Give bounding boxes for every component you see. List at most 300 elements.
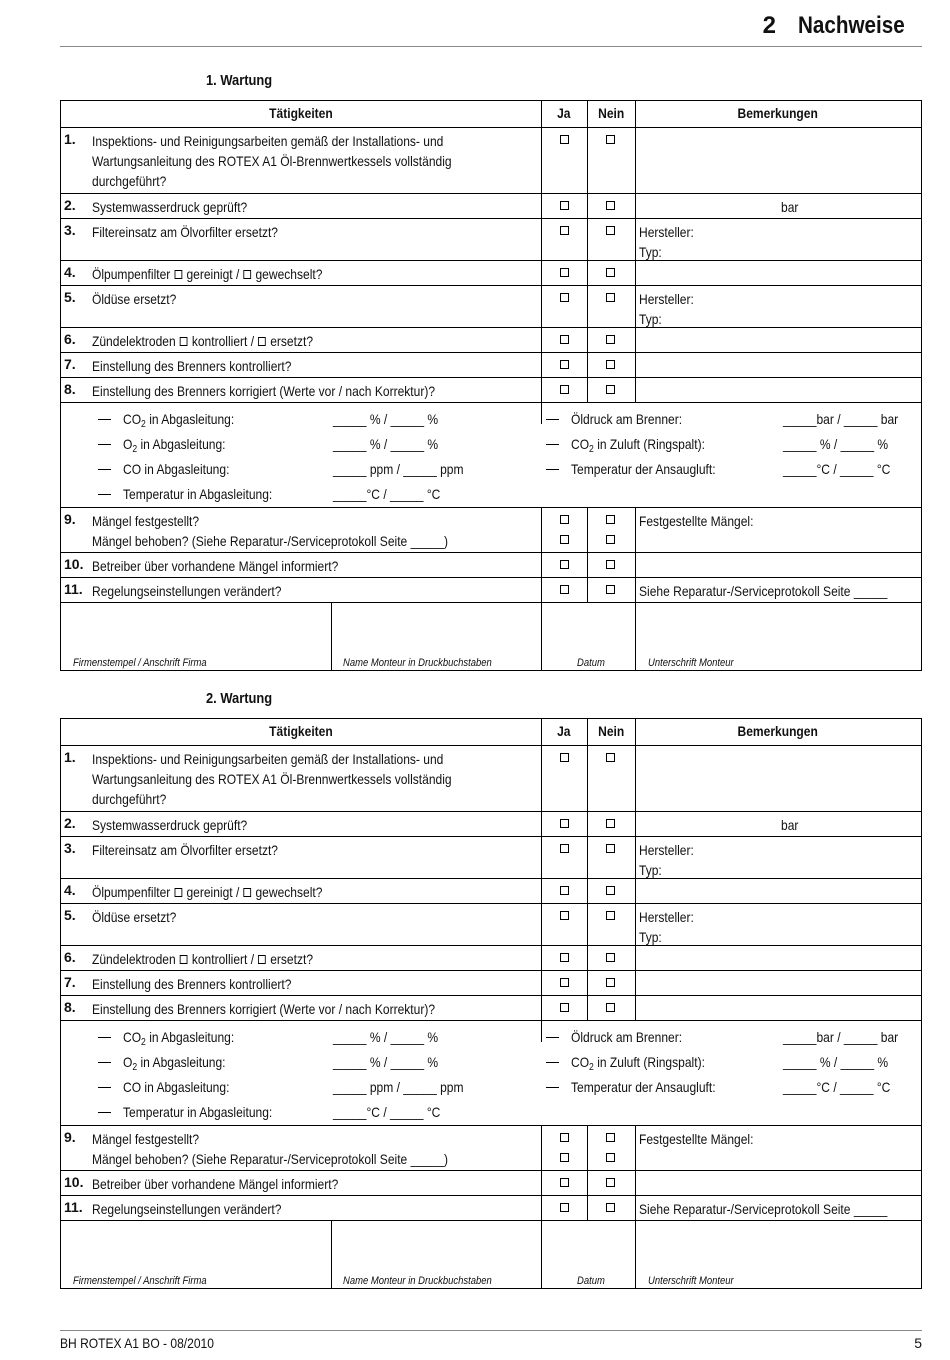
measurement-label: [123, 459, 247, 479]
item-remark-text: Festgestellte Mängel:: [639, 1131, 754, 1147]
column-divider: [587, 553, 588, 577]
no-checkbox[interactable]: [606, 385, 615, 394]
checklist-row: [61, 194, 921, 219]
column-divider: [635, 1196, 636, 1220]
item-description: [92, 949, 349, 969]
item-description-text: Einstellung des Brenners kontrolliert?: [92, 976, 292, 992]
item-description: [92, 974, 324, 994]
item-description: [92, 1174, 378, 1194]
technician-signature-field[interactable]: [648, 1275, 748, 1287]
measurement-input-text: _____bar / _____ bar: [783, 411, 899, 427]
yes-checkbox[interactable]: [560, 753, 569, 762]
measurement-input[interactable]: [783, 1052, 905, 1072]
column-divider: [541, 508, 542, 552]
yes-checkbox[interactable]: [560, 360, 569, 369]
inline-checkbox[interactable]: [244, 888, 252, 897]
yes-checkbox[interactable]: [560, 585, 569, 594]
date-field[interactable]: [577, 657, 609, 669]
no-checkbox[interactable]: [606, 360, 615, 369]
no-checkbox[interactable]: [606, 1203, 615, 1212]
item-remark-line: [639, 242, 703, 262]
item-remark-text: Typ:: [639, 311, 662, 327]
checklist-row: [61, 879, 921, 904]
header-remarks: [635, 723, 921, 739]
item-description-line: [92, 222, 308, 242]
item-number: 7.: [64, 974, 76, 990]
date-label: Datum: [577, 1275, 605, 1287]
dash-bullet: [546, 1062, 559, 1063]
item-description-text: Mängel behoben? (Siehe Reparatur-/Serviceprotokoll Seite _____): [92, 1151, 449, 1167]
item-remark-line: [639, 927, 703, 947]
technician-name-field[interactable]: [343, 1275, 516, 1287]
no-checkbox[interactable]: [606, 1003, 615, 1012]
dash-bullet: [546, 1087, 559, 1088]
yes-checkbox[interactable]: [560, 226, 569, 235]
measurement-input-text: _____°C / _____ °C: [783, 1079, 891, 1095]
item-description-text: Ölpumpenfilter gereinigt / gewechselt?: [92, 884, 323, 900]
header-activities: [61, 105, 541, 121]
no-checkbox[interactable]: [606, 201, 615, 210]
column-divider: [587, 1126, 588, 1170]
measurement-input[interactable]: [333, 1052, 455, 1072]
checklist-row: [61, 904, 921, 946]
column-divider: [635, 286, 636, 327]
item-remark: [781, 197, 801, 217]
column-divider: [587, 996, 588, 1020]
item-description-text: Betreiber über vorhandene Mängel informiert?: [92, 558, 339, 574]
item-description-text: Regelungseinstellungen verändert?: [92, 1201, 282, 1217]
yes-checkbox[interactable]: [560, 201, 569, 210]
item-description: [92, 356, 324, 376]
item-remark-text: Hersteller:: [639, 842, 694, 858]
item-description-text: Öldüse ersetzt?: [92, 909, 177, 925]
footer-page-number: 5: [914, 1335, 922, 1351]
item-number: 5.: [64, 289, 76, 305]
column-divider: [635, 812, 636, 836]
measurement-label: [571, 1077, 739, 1097]
column-divider: [331, 1221, 332, 1289]
column-divider: [635, 1221, 636, 1289]
item-remark-text: Hersteller:: [639, 224, 694, 240]
company-stamp-field[interactable]: [73, 657, 228, 669]
dash-bullet: [98, 444, 111, 445]
measurement-input[interactable]: [783, 459, 908, 479]
column-divider: [635, 837, 636, 878]
inline-checkbox[interactable]: [180, 955, 188, 964]
no-checkbox[interactable]: [606, 293, 615, 302]
no-checkbox[interactable]: [606, 1133, 615, 1142]
item-remark-text: Siehe Reparatur-/Serviceprotokoll Seite _____: [639, 583, 888, 599]
table-header-row: [61, 101, 921, 128]
column-divider: [635, 128, 636, 193]
item-remark-text: Typ:: [639, 929, 662, 945]
no-checkbox[interactable]: [606, 135, 615, 144]
item-description-line: [92, 511, 506, 531]
item-description-line: [92, 974, 324, 994]
item-number: 11.: [64, 1199, 83, 1215]
item-remark: [639, 907, 703, 947]
column-divider: [587, 879, 588, 903]
signature-row: [61, 603, 921, 671]
item-description-text: Öldüse ersetzt?: [92, 291, 177, 307]
column-divider: [587, 946, 588, 970]
column-divider: [541, 1171, 542, 1195]
no-checkbox[interactable]: [606, 560, 615, 569]
item-remark: [639, 289, 703, 329]
yes-checkbox[interactable]: [560, 535, 569, 544]
column-divider: [541, 946, 542, 970]
column-divider: [587, 578, 588, 602]
measurement-input[interactable]: [783, 1077, 908, 1097]
no-checkbox[interactable]: [606, 753, 615, 762]
item-description-line: [92, 769, 510, 789]
header-yes-text: Ja: [557, 723, 571, 739]
header-no-text: Nein: [597, 723, 625, 739]
yes-checkbox[interactable]: [560, 293, 569, 302]
checklist-row: [61, 261, 921, 286]
no-checkbox[interactable]: [606, 226, 615, 235]
yes-checkbox[interactable]: [560, 953, 569, 962]
checklist-row: [61, 508, 921, 553]
no-checkbox[interactable]: [606, 844, 615, 853]
item-description-text: Mängel festgestellt?: [92, 1131, 200, 1147]
inline-checkbox[interactable]: [244, 270, 252, 279]
item-description-text: Einstellung des Brenners korrigiert (Werte vor / nach Korrektur)?: [92, 1001, 436, 1017]
measurement-label: [571, 459, 739, 479]
measurement-label-text: $O_2$ in Abgasleitung:: [123, 1054, 226, 1073]
column-divider: [635, 1126, 636, 1170]
measurement-label-text: Temperatur in Abgasleitung:: [123, 1104, 273, 1120]
column-divider: [587, 353, 588, 377]
checklist-row: [61, 286, 921, 328]
date-label: Datum: [577, 657, 605, 669]
measurement-label: [571, 409, 700, 429]
no-checkbox[interactable]: [606, 535, 615, 544]
item-remark: [639, 581, 928, 601]
measurement-input[interactable]: [333, 484, 458, 504]
inline-checkbox[interactable]: [175, 270, 183, 279]
maintenance-checklist: [60, 100, 922, 671]
checklist-row: [61, 1171, 921, 1196]
item-description-text: Mängel behoben? (Siehe Reparatur-/Serviceprotokoll Seite _____): [92, 533, 449, 549]
measurement-block: [61, 403, 921, 508]
item-remark: [639, 1199, 928, 1219]
column-divider: [541, 378, 542, 402]
column-divider: [541, 996, 542, 1020]
yes-checkbox[interactable]: [560, 560, 569, 569]
column-divider: [587, 1171, 588, 1195]
signature-row: [61, 1221, 921, 1289]
item-remark-line: [639, 222, 703, 242]
dash-bullet: [98, 494, 111, 495]
column-divider: [587, 286, 588, 327]
measurement-input-text: _____ ppm / _____ ppm: [333, 1079, 464, 1095]
measurement-input-text: _____ % / _____ %: [333, 1029, 439, 1045]
checklist-row: [61, 328, 921, 353]
measurement-input-text: _____ % / _____ %: [783, 436, 889, 452]
item-remark-line: [639, 309, 703, 329]
header-activities: [61, 723, 541, 739]
checklist-row: [61, 812, 921, 837]
column-divider: [587, 812, 588, 836]
dash-bullet: [546, 469, 559, 470]
measurement-label: [571, 1027, 700, 1047]
yes-checkbox[interactable]: [560, 1003, 569, 1012]
item-description-text: Filtereinsatz am Ölvorfilter ersetzt?: [92, 842, 279, 858]
header-remarks-text: Bemerkungen: [737, 105, 819, 121]
measurement-input[interactable]: [333, 1077, 485, 1097]
header-remarks: [635, 105, 921, 121]
inline-checkbox[interactable]: [180, 337, 188, 346]
no-checkbox[interactable]: [606, 819, 615, 828]
item-description-text: Wartungsanleitung des ROTEX A1 Öl-Brennwertkessels vollständig: [92, 771, 452, 787]
yes-checkbox[interactable]: [560, 819, 569, 828]
dash-bullet: [98, 1062, 111, 1063]
company-stamp-field[interactable]: [73, 1275, 228, 1287]
no-checkbox[interactable]: [606, 335, 615, 344]
column-divider: [541, 286, 542, 327]
section-title-text: 1. Wartung: [206, 72, 273, 89]
measurement-input[interactable]: [333, 1102, 458, 1122]
item-description: [92, 331, 349, 351]
column-divider: [635, 603, 636, 671]
item-number: 2.: [64, 197, 76, 213]
measurement-label-text: Temperatur in Abgasleitung:: [123, 486, 273, 502]
yes-checkbox[interactable]: [560, 886, 569, 895]
column-divider: [587, 194, 588, 218]
item-description-line: [92, 289, 190, 309]
yes-checkbox[interactable]: [560, 911, 569, 920]
column-divider: [541, 128, 542, 193]
no-checkbox[interactable]: [606, 515, 615, 524]
yes-checkbox[interactable]: [560, 1203, 569, 1212]
item-number: 4.: [64, 264, 76, 280]
inline-checkbox[interactable]: [258, 337, 266, 346]
measurement-label: [123, 1102, 297, 1122]
measurement-input-text: _____bar / _____ bar: [783, 1029, 899, 1045]
measurement-label-text: $CO_2$ in Zuluft (Ringspalt):: [571, 1054, 705, 1073]
technician-signature-field[interactable]: [648, 657, 748, 669]
date-field[interactable]: [577, 1275, 609, 1287]
dash-bullet: [98, 1112, 111, 1113]
dash-bullet: [98, 1037, 111, 1038]
item-description-line: [92, 949, 349, 969]
item-remark: [781, 815, 801, 835]
measurement-input-text: _____ % / _____ %: [333, 411, 439, 427]
item-description-line: [92, 1129, 506, 1149]
column-divider: [635, 378, 636, 402]
yes-checkbox[interactable]: [560, 515, 569, 524]
measurement-label-text: Öldruck am Brenner:: [571, 1029, 683, 1045]
item-description: [92, 381, 491, 401]
item-description: [92, 749, 510, 809]
checklist-row: [61, 578, 921, 603]
column-divider: [541, 1221, 542, 1289]
column-divider: [541, 353, 542, 377]
dash-bullet: [98, 419, 111, 420]
header-no: [587, 723, 635, 739]
item-number: 3.: [64, 840, 76, 856]
measurement-input[interactable]: [783, 1027, 917, 1047]
measurement-label-text: CO in Abgasleitung:: [123, 1079, 230, 1095]
measurement-input-text: _____ % / _____ %: [783, 1054, 889, 1070]
yes-checkbox[interactable]: [560, 385, 569, 394]
item-description: [92, 882, 360, 902]
column-divider: [541, 812, 542, 836]
no-checkbox[interactable]: [606, 1178, 615, 1187]
yes-checkbox[interactable]: [560, 135, 569, 144]
column-divider: [587, 328, 588, 352]
measurement-label: [571, 434, 727, 460]
measurement-input[interactable]: [783, 409, 917, 429]
section-title: [206, 72, 283, 89]
item-description-text: Systemwasserdruck geprüft?: [92, 817, 248, 833]
column-divider: [331, 603, 332, 671]
item-number: 11.: [64, 581, 83, 597]
yes-checkbox[interactable]: [560, 1133, 569, 1142]
measurement-label-text: $O_2$ in Abgasleitung:: [123, 436, 226, 455]
measurement-input[interactable]: [783, 434, 905, 454]
item-description: [92, 907, 190, 927]
item-description-text: Einstellung des Brenners kontrolliert?: [92, 358, 292, 374]
chapter-number: 2: [762, 12, 776, 39]
no-checkbox[interactable]: [606, 978, 615, 987]
header-no-text: Nein: [597, 105, 625, 121]
checklist-row: [61, 553, 921, 578]
item-remark-line: [639, 289, 703, 309]
item-description-line: [92, 840, 308, 860]
technician-name-field[interactable]: [343, 657, 516, 669]
item-description-line: [92, 331, 349, 351]
measurement-block: [61, 1021, 921, 1126]
item-description-text: Filtereinsatz am Ölvorfilter ersetzt?: [92, 224, 279, 240]
measurement-input[interactable]: [333, 409, 455, 429]
measurement-label: [123, 484, 297, 504]
column-divider: [541, 194, 542, 218]
measurement-label-text: Öldruck am Brenner:: [571, 411, 683, 427]
item-description-line: [92, 815, 273, 835]
no-checkbox[interactable]: [606, 886, 615, 895]
header-remarks-text: Bemerkungen: [737, 723, 819, 739]
item-description-line: [92, 381, 491, 401]
item-description-text: Inspektions- und Reinigungsarbeiten gemäß der Installations- und: [92, 133, 444, 149]
company-stamp-label: Firmenstempel / Anschrift Firma: [73, 1275, 207, 1287]
column-divider: [541, 403, 542, 424]
table-header-row: [61, 719, 921, 746]
yes-checkbox[interactable]: [560, 268, 569, 277]
item-remark-text: Hersteller:: [639, 291, 694, 307]
item-description-text: Einstellung des Brenners korrigiert (Werte vor / nach Korrektur)?: [92, 383, 436, 399]
checklist-row: [61, 971, 921, 996]
item-number: 3.: [64, 222, 76, 238]
footer-doc-ref: [60, 1335, 239, 1351]
item-remark-text: Typ:: [639, 862, 662, 878]
item-description-line: [92, 882, 360, 902]
technician-name-label: Name Monteur in Druckbuchstaben: [343, 657, 492, 669]
item-description-line: [92, 749, 510, 769]
measurement-label-text: $CO_2$ in Zuluft (Ringspalt):: [571, 436, 705, 455]
header-yes: [541, 105, 587, 121]
header-yes: [541, 723, 587, 739]
item-description: [92, 815, 273, 835]
inline-checkbox[interactable]: [175, 888, 183, 897]
yes-checkbox[interactable]: [560, 335, 569, 344]
item-remark-text: Hersteller:: [639, 909, 694, 925]
header-divider: [60, 46, 922, 47]
item-description-text: Zündelektroden kontrolliert / ersetzt?: [92, 951, 314, 967]
item-description: [92, 197, 273, 217]
measurement-input[interactable]: [333, 1027, 455, 1047]
technician-name-label: Name Monteur in Druckbuchstaben: [343, 1275, 492, 1287]
measurement-label-text: Temperatur der Ansaugluft:: [571, 1079, 716, 1095]
column-divider: [635, 904, 636, 945]
item-description: [92, 131, 510, 191]
column-divider: [587, 1196, 588, 1220]
yes-checkbox[interactable]: [560, 844, 569, 853]
header-yes-text: Ja: [557, 105, 571, 121]
yes-checkbox[interactable]: [560, 1178, 569, 1187]
column-divider: [541, 219, 542, 260]
no-checkbox[interactable]: [606, 1153, 615, 1162]
yes-checkbox[interactable]: [560, 978, 569, 987]
column-divider: [541, 328, 542, 352]
item-number: 1.: [64, 131, 76, 147]
inline-checkbox[interactable]: [258, 955, 266, 964]
item-description-text: Wartungsanleitung des ROTEX A1 Öl-Brennwertkessels vollständig: [92, 153, 452, 169]
yes-checkbox[interactable]: [560, 1153, 569, 1162]
measurement-input-text: _____ % / _____ %: [333, 436, 439, 452]
item-description: [92, 999, 491, 1019]
no-checkbox[interactable]: [606, 911, 615, 920]
item-remark-text: bar: [781, 199, 799, 215]
column-divider: [541, 1021, 542, 1042]
column-divider: [587, 378, 588, 402]
column-divider: [635, 194, 636, 218]
measurement-label-text: $CO_2$ in Abgasleitung:: [123, 411, 235, 430]
measurement-input[interactable]: [333, 459, 485, 479]
checklist-row: [61, 1126, 921, 1171]
item-number: 6.: [64, 331, 76, 347]
item-description: [92, 840, 308, 860]
item-description: [92, 1129, 506, 1169]
section-title: [206, 690, 283, 707]
no-checkbox[interactable]: [606, 585, 615, 594]
dash-bullet: [546, 1037, 559, 1038]
item-description-line: [92, 531, 506, 551]
item-description-line: [92, 131, 510, 151]
no-checkbox[interactable]: [606, 953, 615, 962]
column-divider: [635, 879, 636, 903]
checklist-row: [61, 378, 921, 403]
measurement-input[interactable]: [333, 434, 455, 454]
item-remark: [639, 1129, 772, 1149]
column-divider: [635, 578, 636, 602]
item-description: [92, 581, 312, 601]
item-number: 10.: [64, 556, 84, 572]
item-remark-text: Festgestellte Mängel:: [639, 513, 754, 529]
company-stamp-label: Firmenstempel / Anschrift Firma: [73, 657, 207, 669]
item-remark-line: [781, 197, 801, 217]
column-divider: [635, 219, 636, 260]
checklist-row: [61, 128, 921, 194]
measurement-input-text: _____ % / _____ %: [333, 1054, 439, 1070]
column-divider: [541, 879, 542, 903]
column-divider: [635, 353, 636, 377]
checklist-row: [61, 946, 921, 971]
item-description-text: Mängel festgestellt?: [92, 513, 200, 529]
no-checkbox[interactable]: [606, 268, 615, 277]
checklist-row: [61, 746, 921, 812]
